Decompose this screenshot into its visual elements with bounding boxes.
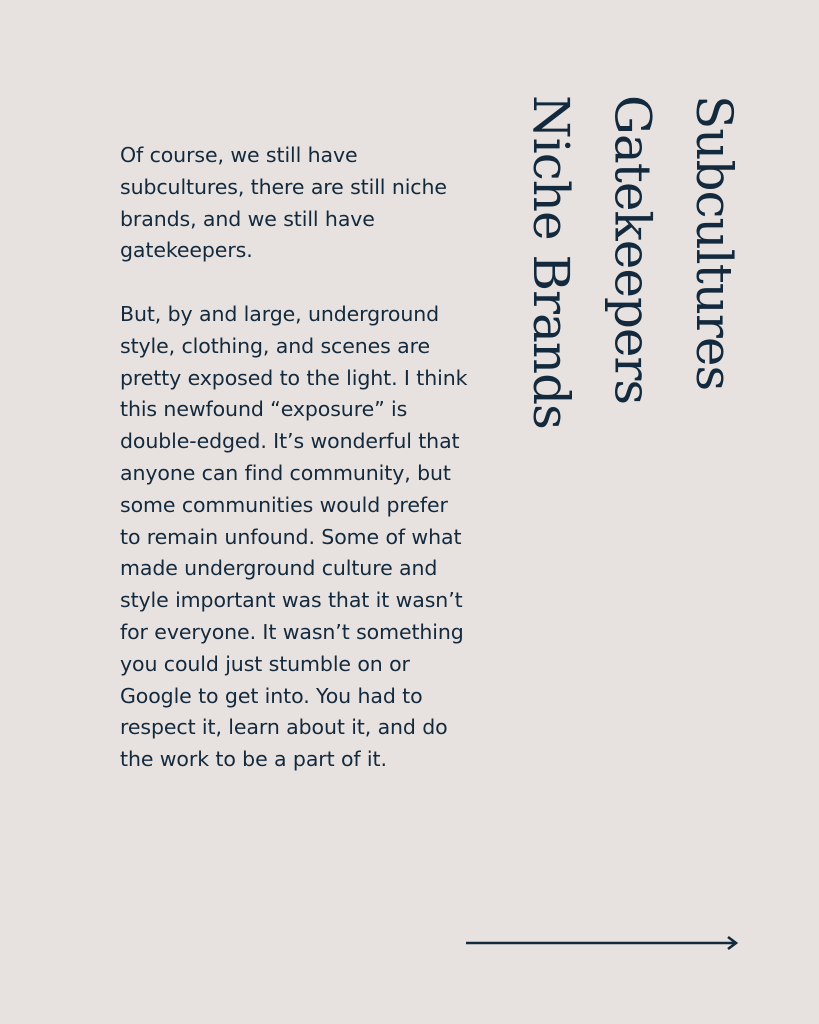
title-subcultures: Subcultures <box>685 95 743 391</box>
title-niche-brands: Niche Brands <box>522 95 580 429</box>
paragraph-intro: Of course, we still have subcultures, there are still niche brands, and we still have gatekeepers. <box>120 143 447 263</box>
vertical-titles <box>520 95 745 655</box>
title-gatekeepers: Gatekeepers <box>603 95 662 405</box>
arrow-right-icon[interactable] <box>466 934 740 952</box>
paragraph-main: But, by and large, underground style, clothing, and scenes are pretty exposed to the light. I think this newfound “exposure” is double-edged. It’s wonderful that anyone can find community, but some communities would prefer to remain unfound. Some of what made underground culture and style important was that it wasn’t for everyone. It wasn’t something you could just stumble on or Google to get into. You had to respect it, learn about it, and do the work to be a part of it. <box>120 301 468 772</box>
body-text <box>120 140 470 776</box>
